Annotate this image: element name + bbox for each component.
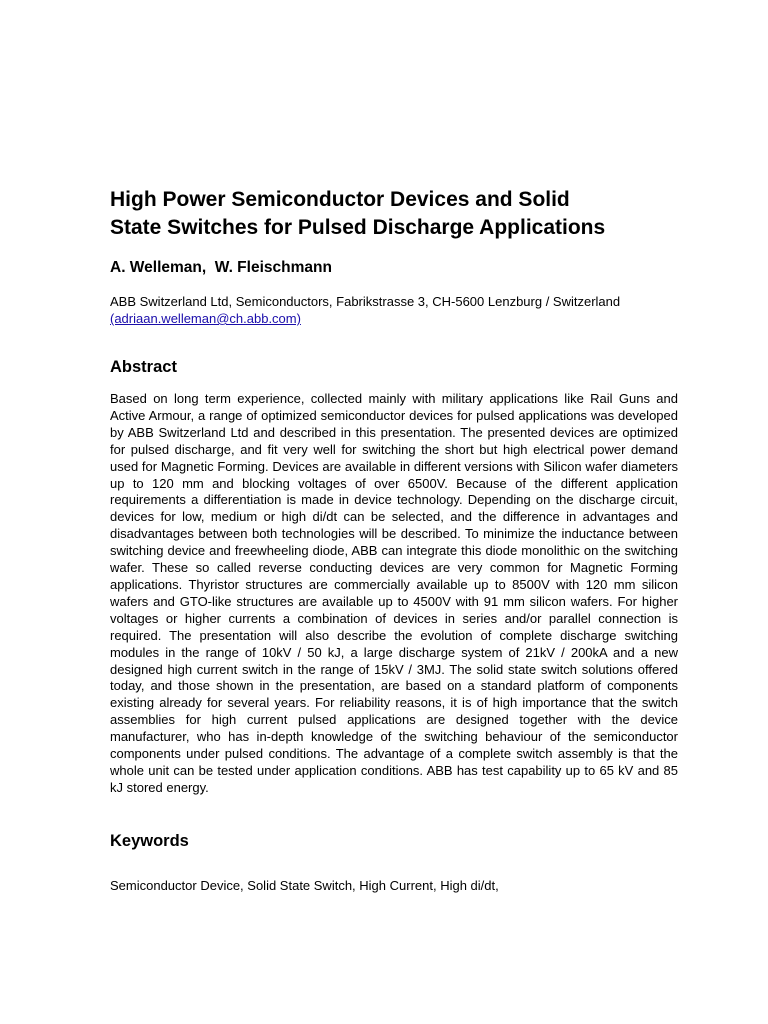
keywords-heading: Keywords [110, 831, 189, 850]
paper-affiliation [110, 293, 678, 327]
paper-title-line-1: High Power Semiconductor Devices and Solid [110, 188, 570, 211]
abstract-body: Based on long term experience, collected mainly with military applications like Rail Guns and Active Armour, a range of optimized semiconductor devices for pulsed applications was developed by ABB Switzerland Ltd and described in this presentation. The presented devices are optimized for pulsed discharge, and fit very well for switching the short but high electrical power demand used for Magnetic Forming. Devices are available in different versions with Silicon wafer diameters up to 120 mm and blocking voltages of over 6500V. Because of the different application requirements a differentiation is made in device technology. Depending on the discharge circuit, devices for low, medium or high di/dt can be selected, and the difference in advantages and disadvantages between both technologies will be described. To minimize the inductance between switching device and freewheeling diode, ABB can integrate this diode monolithic on the switching wafer. These so called reverse conducting devices are very common for Magnetic Forming applications. Thyristor structures are commercially available up to 8500V with 120 mm silicon wafers and GTO-like structures are available up to 4500V with 91 mm silicon wafers. For higher voltages or higher currents a combination of devices in series and/or parallel connection is required. The presentation will also describe the evolution of complete discharge switching modules in the range of 10kV / 50 kJ, a large discharge system of 21kV / 200kA and a new designed high current switch in the range of 15kV / 3MJ. The solid state switch solutions offered today, and those shown in the presentation, are based on a standard platform of components existing already for several years. For reliability reasons, it is of high importance that the switch assemblies for high current pulsed applications are designed together with the device manufacturer, who has in-depth knowledge of the switching behaviour of the semiconductor components under pulsed conditions. The advantage of a complete switch assembly is that the whole unit can be tested under application conditions. ABB has test capability up to 65 kV and 85 kJ stored energy. [110, 391, 678, 795]
author-email-link[interactable]: (adriaan.welleman@ch.abb.com) [110, 311, 301, 326]
affiliation-text: ABB Switzerland Ltd, Semiconductors, Fabrikstrasse 3, CH-5600 Lenzburg / Switzerland [110, 294, 621, 309]
paper-title-line-2: State Switches for Pulsed Discharge Applications [110, 216, 606, 239]
keywords-list: Semiconductor Device, Solid State Switch, High Current, High di/dt, [110, 877, 499, 893]
paper-authors: A. Welleman, W. Fleischmann [110, 259, 332, 276]
paper-title [110, 186, 678, 242]
abstract-heading: Abstract [110, 358, 177, 376]
paper-page [110, 186, 678, 894]
